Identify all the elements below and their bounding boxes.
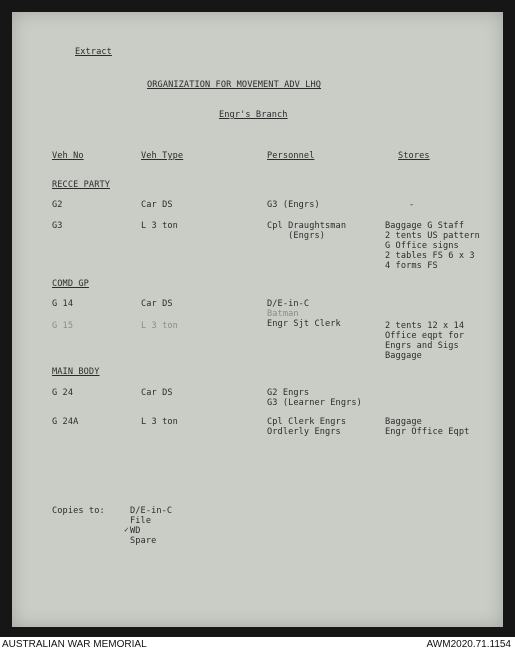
veh-type: Car DS [141, 388, 173, 398]
copies-item: Spare [130, 536, 157, 546]
archive-name: AUSTRALIAN WAR MEMORIAL [2, 639, 147, 650]
veh-type: L 3 ton [141, 221, 178, 231]
personnel-line: D/E-in-C [267, 299, 310, 309]
stores-line: Engr Office Eqpt [385, 427, 470, 437]
document-subtitle: Engr's Branch [219, 110, 288, 120]
stores-line: 4 forms FS [385, 261, 438, 271]
section-heading-comd: COMD GP [52, 279, 89, 289]
veh-no: G 24 [52, 388, 74, 398]
personnel-line: G3 (Engrs) [267, 200, 320, 210]
header-veh-type: Veh Type [141, 151, 184, 161]
section-heading-main: MAIN BODY [52, 367, 100, 377]
stores-line: G Office signs [385, 241, 459, 251]
stores-line: - [409, 200, 415, 210]
copies-item: File [130, 516, 152, 526]
personnel-line: Cpl Clerk Engrs [267, 417, 347, 427]
stores-line: 2 tents 12 x 14 [385, 321, 465, 331]
veh-no: G2 [52, 200, 63, 210]
veh-type: L 3 ton [141, 417, 178, 427]
document-title: ORGANIZATION FOR MOVEMENT ADV LHQ [147, 80, 322, 90]
copies-label: Copies to: [52, 506, 105, 516]
personnel-line: Ordlerly Engrs [267, 427, 341, 437]
copies-item: D/E-in-C [130, 506, 173, 516]
veh-type: Car DS [141, 200, 173, 210]
header-stores: Stores [398, 151, 430, 161]
archive-footer [0, 637, 515, 653]
veh-no: G 15 [52, 321, 74, 331]
personnel-line: Cpl Draughtsman [267, 221, 347, 231]
section-heading-recce: RECCE PARTY [52, 180, 111, 190]
archive-reference: AWM2020.71.1154 [426, 639, 511, 650]
extract-label: Extract [75, 47, 112, 57]
stores-line: 2 tables FS 6 x 3 [385, 251, 475, 261]
stores-line: Baggage [385, 351, 422, 361]
check-mark-icon: ✓ [124, 525, 129, 534]
veh-no: G3 [52, 221, 63, 231]
header-veh-no: Veh No [52, 151, 84, 161]
stores-line: Baggage [385, 417, 422, 427]
personnel-line: Engr Sjt Clerk [267, 319, 341, 329]
veh-type: L 3 ton [141, 321, 178, 331]
veh-no: G 14 [52, 299, 74, 309]
veh-type: Car DS [141, 299, 173, 309]
stores-line: Baggage G Staff [385, 221, 465, 231]
stores-line: Office eqpt for [385, 331, 465, 341]
veh-no: G 24A [52, 417, 79, 427]
personnel-line: Batman [267, 309, 299, 319]
stores-line: Engrs and Sigs [385, 341, 459, 351]
document-page [12, 12, 503, 627]
personnel-line: (Engrs) [267, 231, 326, 241]
personnel-line: G2 Engrs [267, 388, 310, 398]
personnel-line: G3 (Learner Engrs) [267, 398, 362, 408]
header-personnel: Personnel [267, 151, 315, 161]
copies-item: WD [130, 526, 141, 536]
stores-line: 2 tents US pattern [385, 231, 480, 241]
